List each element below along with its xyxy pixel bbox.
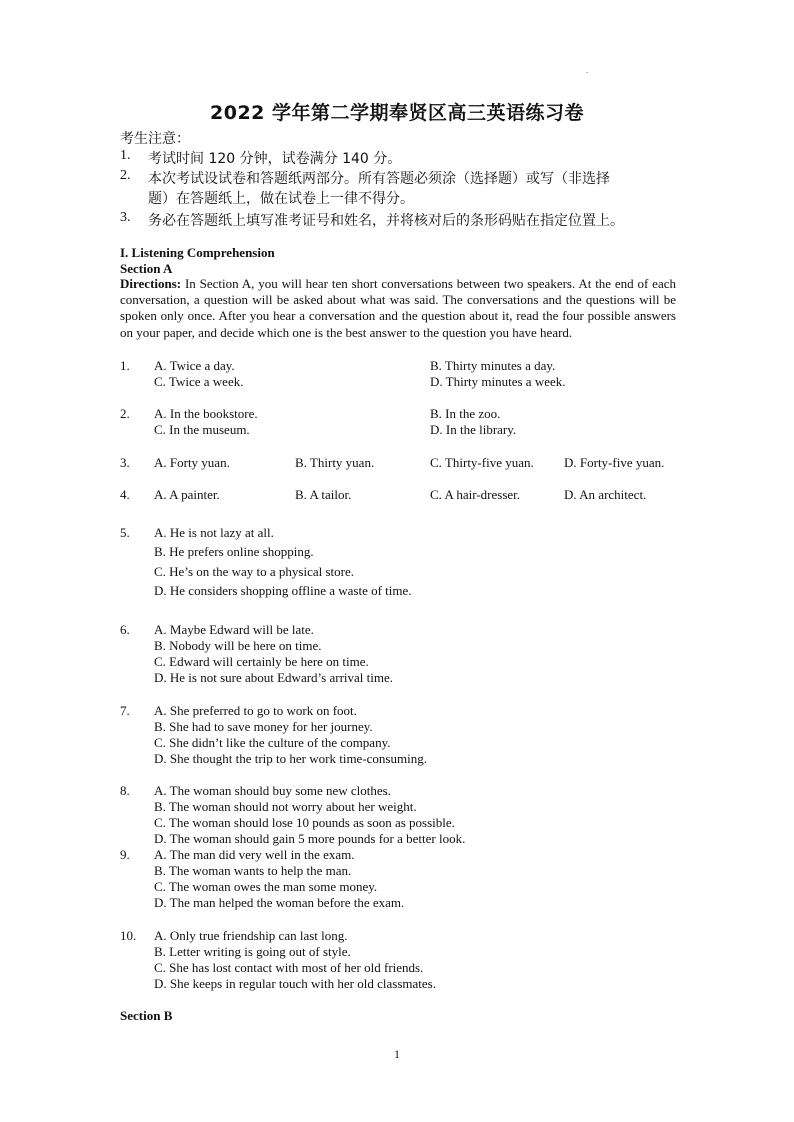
option: C. Thirty-five yuan. [430, 455, 534, 470]
option: C. The woman should lose 10 pounds as soon as possible. [154, 815, 455, 830]
question-number: 9. [120, 847, 130, 862]
notice-num: 2. [120, 168, 131, 183]
option: D. He considers shopping offline a waste of time. [154, 583, 412, 598]
section-b-title: Section B [120, 1008, 173, 1023]
option: A. She preferred to go to work on foot. [154, 703, 357, 718]
option: C. She didn’t like the culture of the company. [154, 735, 391, 750]
option: C. Edward will certainly be here on time. [154, 654, 369, 669]
option: C. A hair-dresser. [430, 487, 521, 502]
option: B. He prefers online shopping. [154, 544, 314, 559]
header-mark: . [586, 66, 588, 75]
question-number: 8. [120, 783, 130, 798]
option: B. A tailor. [295, 487, 352, 502]
question-number: 6. [120, 622, 130, 637]
option: B. The woman should not worry about her weight. [154, 799, 417, 814]
option: A. Only true friendship can last long. [154, 928, 348, 943]
notice-heading: 考生注意： [120, 131, 190, 147]
option: A. Twice a day. [154, 358, 235, 373]
option: D. Forty-five yuan. [564, 455, 665, 470]
option: D. In the library. [430, 422, 517, 437]
question-number: 10. [120, 928, 137, 943]
option: D. He is not sure about Edward’s arrival time. [154, 670, 393, 685]
option: B. Letter writing is going out of style. [154, 944, 351, 959]
option: C. In the museum. [154, 422, 250, 437]
option: A. A painter. [154, 487, 220, 502]
question-number: 1. [120, 358, 130, 373]
option: B. Thirty minutes a day. [430, 358, 556, 373]
option: A. He is not lazy at all. [154, 525, 274, 540]
question-number: 7. [120, 703, 130, 718]
directions [120, 276, 676, 341]
option: D. She keeps in regular touch with her old classmates. [154, 976, 436, 991]
question-number: 4. [120, 487, 130, 502]
notice-line: 务必在答题纸上填写准考证号和姓名，并将核对后的条形码贴在指定位置上。 [148, 213, 624, 229]
question-number: 5. [120, 525, 130, 540]
option: A. Maybe Edward will be late. [154, 622, 314, 637]
option: B. She had to save money for her journey. [154, 719, 373, 734]
option: C. The woman owes the man some money. [154, 879, 378, 894]
option: D. The woman should gain 5 more pounds for a better look. [154, 831, 466, 846]
option: B. Thirty yuan. [295, 455, 375, 470]
notice-line: 题）在答题纸上，做在试卷上一律不得分。 [148, 191, 414, 207]
notice-num: 1. [120, 148, 131, 163]
question-number: 2. [120, 406, 130, 421]
notice-line: 考试时间 120 分钟，试卷满分 140 分。 [148, 151, 402, 167]
exam-title: 2022 学年第二学期奉贤区高三英语练习卷 [210, 102, 584, 124]
option: D. The man helped the woman before the exam. [154, 895, 405, 910]
option: D. Thirty minutes a week. [430, 374, 566, 389]
option: A. The woman should buy some new clothes. [154, 783, 391, 798]
option: D. She thought the trip to her work time-consuming. [154, 751, 427, 766]
notice-line: 本次考试设试卷和答题纸两部分。所有答题必须涂（选择题）或写（非选择 [148, 171, 610, 187]
directions-text: In Section A, you will hear ten short conversations between two speakers. At the end of each conversation, a question will be asked about what was said. The conversations and the questions will be spoken only once. After you hear a conversation and the question about it, read the four possible answers on your paper, and decide which one is the best answer to the question you have heard. [120, 276, 676, 340]
option: C. She has lost contact with most of her old friends. [154, 960, 424, 975]
option: D. An architect. [564, 487, 647, 502]
option: C. Twice a week. [154, 374, 244, 389]
option: B. Nobody will be here on time. [154, 638, 322, 653]
option: A. The man did very well in the exam. [154, 847, 355, 862]
part-title: I. Listening Comprehension [120, 245, 275, 260]
question-number: 3. [120, 455, 130, 470]
option: A. Forty yuan. [154, 455, 230, 470]
notice-num: 3. [120, 210, 131, 225]
page-number: 1 [394, 1047, 400, 1061]
option: B. In the zoo. [430, 406, 501, 421]
option: B. The woman wants to help the man. [154, 863, 352, 878]
section-a-title: Section A [120, 261, 173, 276]
directions-label: Directions: [120, 276, 182, 291]
option: C. He’s on the way to a physical store. [154, 564, 355, 579]
option: A. In the bookstore. [154, 406, 258, 421]
